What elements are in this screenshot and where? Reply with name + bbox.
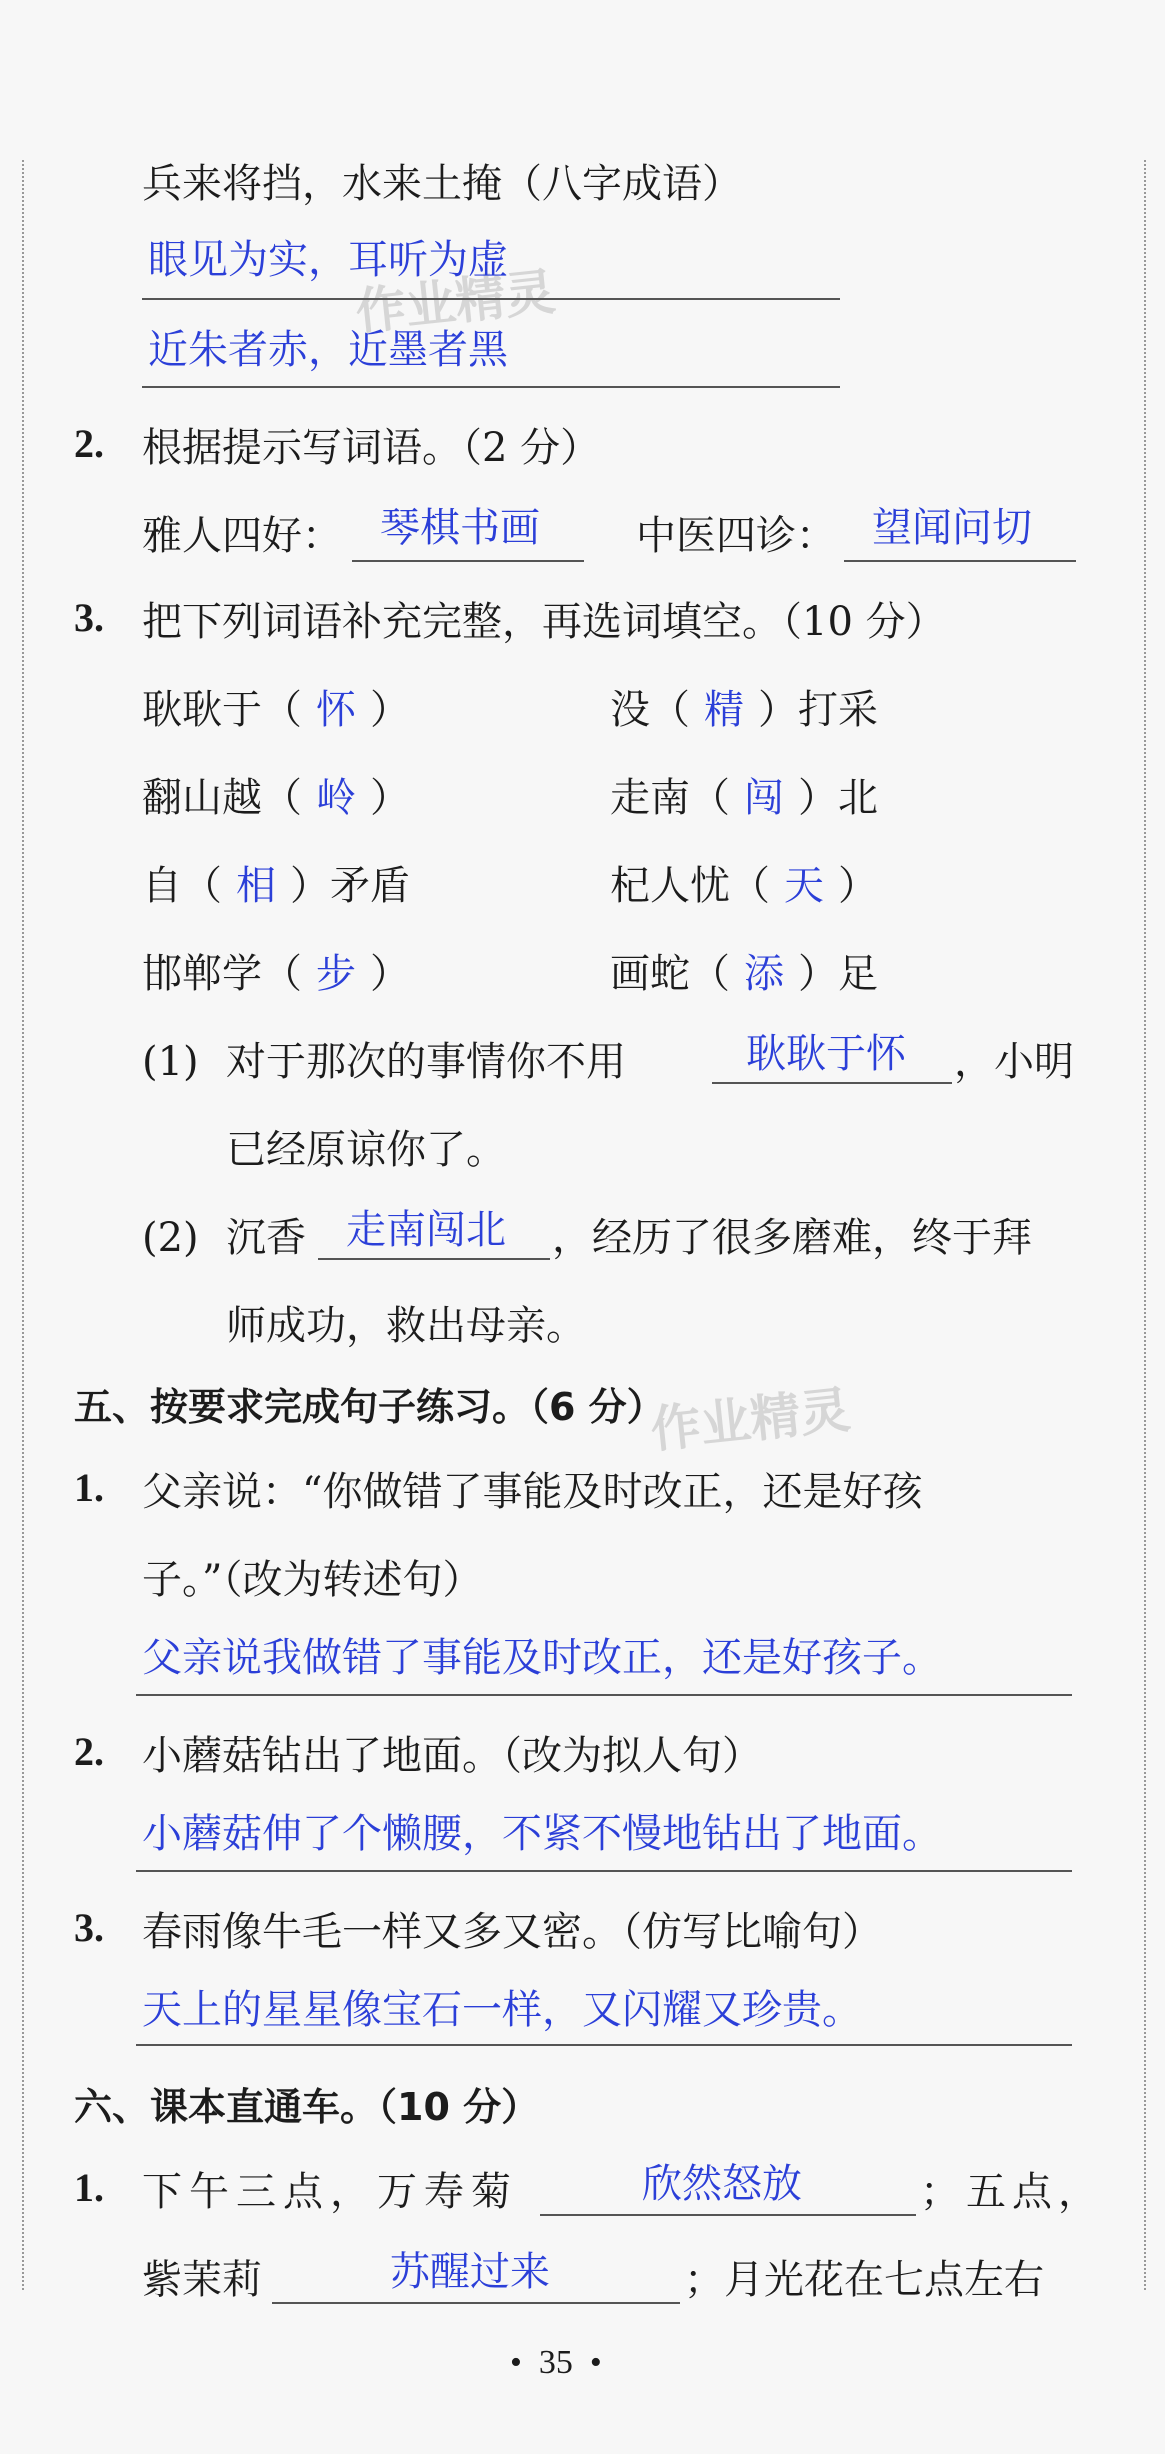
watermark: 作业精灵 <box>647 1380 853 1460</box>
answer-line <box>142 298 840 300</box>
question-text: 紫茉莉 <box>142 2257 262 2303</box>
idiom-item: 邯郸学（ 步 ） <box>142 951 410 997</box>
idiom-item: 杞人忧（ 天 ） <box>610 863 878 909</box>
answer-line <box>142 386 840 388</box>
question-number: 3. <box>74 1905 104 1950</box>
question-number: 1. <box>74 1465 104 1510</box>
answer-line <box>844 560 1076 562</box>
section-title: 五、按要求完成句子练习。（6 分） <box>74 1385 665 1429</box>
sentence-text: 已经原谅你了。 <box>226 1127 506 1173</box>
watermark: 作业精灵 <box>352 262 558 342</box>
answer-line <box>712 1082 952 1084</box>
answer-blank: 欣然怒放 <box>642 2161 802 2207</box>
question-text: 把下列词语补充完整，再选词填空。（10 分） <box>142 599 946 645</box>
question-text: 春雨像牛毛一样又多又密。（仿写比喻句） <box>142 1909 882 1955</box>
question-text: 父亲说：“你做错了事能及时改正，还是好孩 <box>142 1469 923 1515</box>
label-medicine-four: 中医四诊： <box>636 513 836 559</box>
question-text: 子。”（改为转述句） <box>142 1557 483 1603</box>
answer-sentence: 父亲说我做错了事能及时改正，还是好孩子。 <box>142 1635 942 1681</box>
question-number: 3. <box>74 595 104 640</box>
answer-line <box>272 2302 680 2304</box>
page-number: • 35 • <box>510 2344 602 2381</box>
idiom-item: 翻山越（ 岭 ） <box>142 775 410 821</box>
answer-elegant-four: 琴棋书画 <box>380 505 540 551</box>
sentence-text: ，经历了很多磨难，终于拜 <box>552 1215 1032 1261</box>
idiom-item: 自（ 相 ）矛盾 <box>142 863 410 909</box>
right-margin-dots <box>1144 160 1146 2290</box>
answer-sentence: 小蘑菇伸了个懒腰，不紧不慢地钻出了地面。 <box>142 1811 942 1857</box>
question-text: 下午三点，万寿菊 <box>142 2169 518 2215</box>
answer-blank: 耿耿于怀 <box>746 1031 906 1077</box>
sub-label: (1) <box>142 1039 199 1085</box>
answer-idiom-2: 近朱者赤，近墨者黑 <box>148 327 508 373</box>
answer-idiom-1: 眼见为实，耳听为虚 <box>148 237 508 283</box>
answer-line <box>540 2214 916 2216</box>
question-text: ；月光花在七点左右 <box>684 2257 1044 2303</box>
idiom-item: 画蛇（ 添 ）足 <box>610 951 878 997</box>
question-text: ；五点， <box>920 2169 1104 2215</box>
question-text: 根据提示写词语。（2 分） <box>142 425 601 471</box>
answer-line <box>318 1258 550 1260</box>
answer-line <box>136 2044 1072 2046</box>
question-text: 小蘑菇钻出了地面。（改为拟人句） <box>142 1733 762 1779</box>
sentence-text: ，小明 <box>954 1039 1074 1085</box>
sentence-text: 沉香 <box>226 1215 306 1261</box>
idiom-item: 没（ 精 ）打采 <box>610 687 878 733</box>
answer-blank: 苏醒过来 <box>390 2249 550 2295</box>
sub-label: (2) <box>142 1215 199 1261</box>
left-margin-dots <box>22 160 24 2290</box>
question-number: 2. <box>74 1729 104 1774</box>
label-elegant-four: 雅人四好： <box>142 513 342 559</box>
idiom-item: 走南（ 闯 ）北 <box>610 775 878 821</box>
answer-sentence: 天上的星星像宝石一样，又闪耀又珍贵。 <box>142 1987 862 2033</box>
answer-line <box>136 1694 1072 1696</box>
answer-line <box>136 1870 1072 1872</box>
sentence-text: 师成功，救出母亲。 <box>226 1303 586 1349</box>
question-number: 2. <box>74 421 104 466</box>
answer-blank: 走南闯北 <box>346 1207 506 1253</box>
question-number: 1. <box>74 2165 104 2210</box>
idiom-prompt: 兵来将挡，水来土掩（八字成语） <box>142 161 742 207</box>
sentence-text: 对于那次的事情你不用 <box>226 1039 626 1085</box>
idiom-item: 耿耿于（ 怀 ） <box>142 687 410 733</box>
answer-line <box>352 560 584 562</box>
answer-medicine-four: 望闻问切 <box>872 505 1032 551</box>
section-title: 六、课本直通车。（10 分） <box>74 2085 540 2129</box>
